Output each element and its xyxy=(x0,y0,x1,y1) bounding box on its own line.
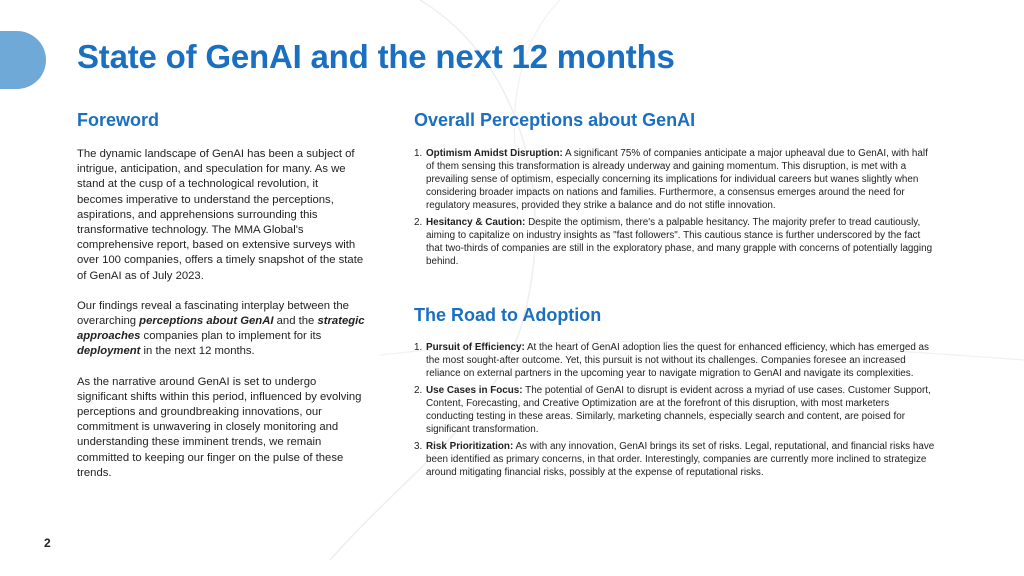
foreword-p2-emphasis: perceptions about GenAI xyxy=(139,315,274,328)
foreword-p2-text: companies plan to implement for its xyxy=(140,330,322,343)
list-item-text: At the heart of GenAI adoption lies the quest for enhanced efficiency, which has emerged as the most sought-after outcome. Yet, this pursuit is not without its challenges. Companies foresee an increased reliance on external partners in the upcoming year to navigate migration to GenAI and navigate its complexities. xyxy=(426,342,929,379)
list-item-text: As with any innovation, GenAI brings its set of risks. Legal, reputational, and financial risks have been identified as primary concerns, in that order. Interestingly, companies are currently more inclined to strategize around mitigating financial risks, possibly at the expense of reputational risks. xyxy=(426,441,935,478)
list-item-label: Use Cases in Focus: xyxy=(426,385,523,396)
list-item xyxy=(414,341,936,380)
list-item-text: A significant 75% of companies anticipate a major upheaval due to GenAI, with half of them sensing this transformation is already underway and gaining momentum. This disruption, is met with a prevailing sense of optimism, especially concerning its implications for individual careers but wanes slightly when considering broader impacts on nations and families. Furthermore, a consensus emerges around the need for regulatory measures, provided they strike a balance and do not stifle innovation. xyxy=(426,148,928,211)
list-item-text: Despite the optimism, there's a palpable hesitancy. The majority prefer to tread cautiously, aiming to capitalize on industry insights as "fast followers". This cautious stance is further underscored by the fact that two-thirds of companies are still in the exploratory phase, and many grapple with concerns of potentially lagging behind. xyxy=(426,217,933,267)
list-item xyxy=(414,216,936,268)
page-title: State of GenAI and the next 12 months xyxy=(77,38,675,75)
list-item-text: The potential of GenAI to disrupt is evident across a myriad of use cases. Customer Support, Content, Forecasting, and Creative Optimization are at the forefront of this disruption, with most marketers conducting testing in these areas. Similarly, marketing channels, especially search and content, are poised for significant transformation. xyxy=(426,385,931,435)
page-number: 2 xyxy=(44,536,51,550)
list-item-label: Risk Prioritization: xyxy=(426,441,514,452)
list-item-number: 1. xyxy=(414,342,423,353)
foreword-paragraph-3: As the narrative around GenAI is set to undergo significant shifts within this period, influenced by evolving perceptions and groundbreaking innovations, our commitment is unwavering in closely monitoring and understanding these imminent trends, we remain committed to keeping our finger on the pulse of these trends. xyxy=(77,375,362,479)
foreword-p2-text: and the xyxy=(273,315,318,328)
foreword-p2-text: in the next 12 months. xyxy=(140,345,255,358)
foreword-heading: Foreword xyxy=(77,110,160,130)
perceptions-list xyxy=(414,147,936,272)
list-item-number: 2. xyxy=(414,385,423,396)
foreword-paragraph-2 xyxy=(77,299,367,360)
list-item xyxy=(414,147,936,212)
perceptions-heading: Overall Perceptions about GenAI xyxy=(414,110,696,130)
list-item-label: Optimism Amidst Disruption: xyxy=(426,148,563,159)
foreword-p2-emphasis: strategic approaches xyxy=(77,315,365,343)
list-item-label: Pursuit of Efficiency: xyxy=(426,342,525,353)
adoption-list xyxy=(414,341,936,483)
list-item xyxy=(414,440,936,479)
list-item-number: 1. xyxy=(414,148,423,159)
foreword-p2-emphasis: deployment xyxy=(77,345,141,358)
foreword-paragraph-1: The dynamic landscape of GenAI has been a subject of intrigue, anticipation, and speculation for many. As we stand at the cusp of a technological revolution, it becomes imperative to understand the perceptions, aspirations, and apprehensions surrounding this transformative technology. The MMA Global's comprehensive report, based on extensive surveys with over 100 companies, offers a timely snapshot of the state of GenAI as of July 2023. xyxy=(77,148,364,282)
adoption-heading: The Road to Adoption xyxy=(414,305,602,325)
list-item-number: 2. xyxy=(414,217,423,228)
list-item xyxy=(414,384,936,436)
list-item-label: Hesitancy & Caution: xyxy=(426,217,526,228)
foreword-p2-text: Our findings reveal a fascinating interplay between the overarching xyxy=(77,299,349,328)
foreword-body xyxy=(77,147,367,496)
list-item-number: 3. xyxy=(414,441,423,452)
